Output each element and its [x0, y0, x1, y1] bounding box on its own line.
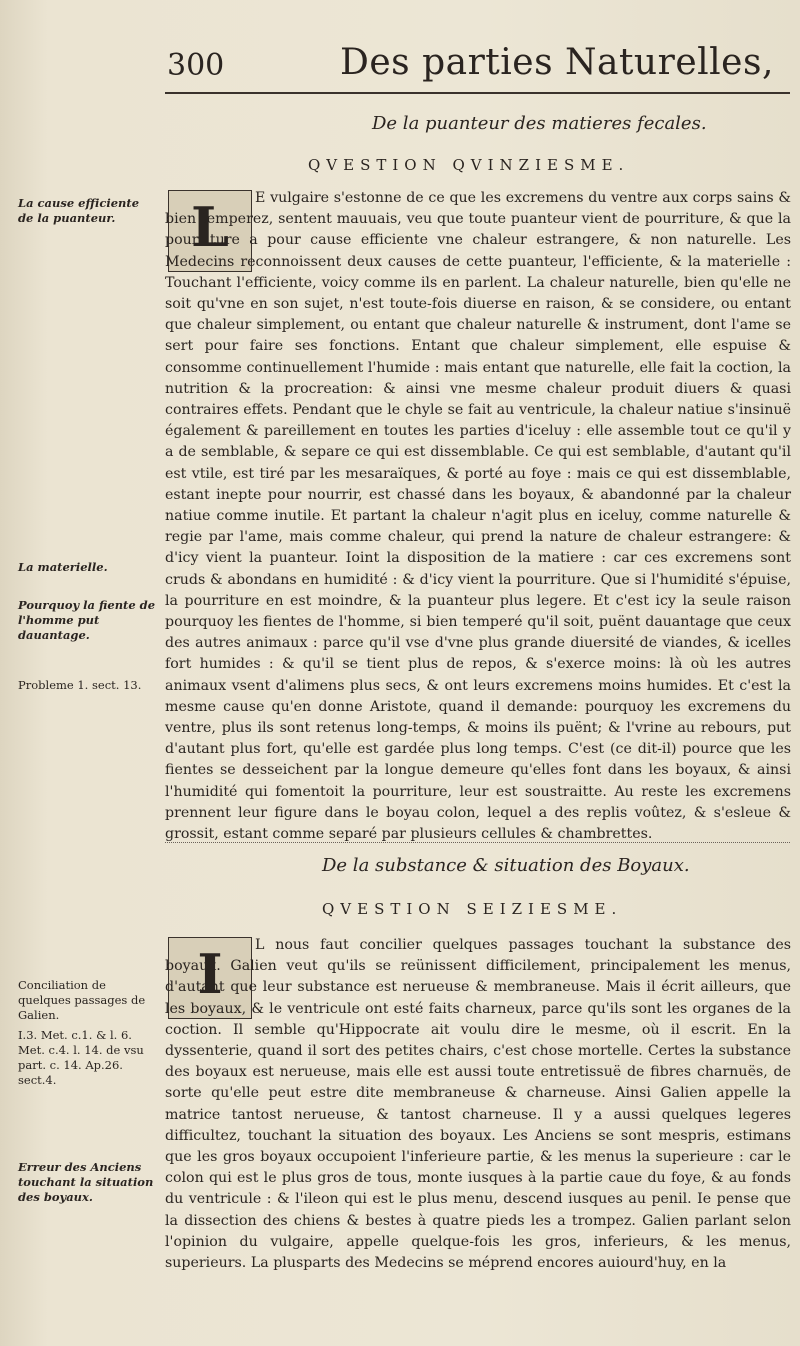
body-text-2: [165, 935, 791, 1333]
margin-note: La cause efficiente de la puanteur.: [18, 196, 140, 225]
margin-note: Probleme 1. sect. 13.: [18, 678, 142, 692]
margin-note: Conciliation de quelques passages de Galien.: [18, 978, 146, 1022]
initial-letter: I: [197, 942, 223, 1006]
margin-note: Pourquoy la fiente de l'homme put dauantage.: [18, 598, 156, 642]
question-heading-2: QVESTION SEIZIESME.: [322, 900, 623, 918]
running-title: Des parties Naturelles,: [340, 42, 774, 83]
section-title-2: De la substance & situation des Boyaux.: [322, 855, 690, 876]
page-number: 300: [167, 48, 225, 83]
margin-note: La materielle.: [18, 560, 108, 574]
section-title-1: De la puanteur des matieres fecales.: [372, 113, 707, 134]
paragraph: L nous faut concilier quelques passages touchant la substance des boyaux. Galien veut qu'ils se reünissent difficilement, principalement les menus, d'autant que leur substance est nerueuse & membraneuse. Mais il écrit ailleurs, que les boyaux, & le ventricule ont esté faits charneux, parce qu'ils sont les organes de la coction. Il semble qu'Hippocrate ait voulu dire le mesme, où il escrit. En la dyssenterie, quand il sort des petites chairs, c'est chose mortelle. Certes la substance des boyaux est nerueuse, mais elle est aussi toute entretissuë de fibres charnuës, de sorte qu'elle peut estre dite membraneuse & charneuse. Ainsi Galien appelle la matrice tantost nerueuse, & tantost charneuse. Il y a aussi quelques legeres difficultez, touchant la situation des boyaux. Les Anciens se sont mespris, estimans que les gros boyaux occupoient l'inferieure partie, & les menus la superieure : car le colon qui est le plus gros de tous, monte iusques à la partie caue du foye, & au fonds du ventricule : & l'ileon qui est le plus menu, descend iusques au penil. Ie pense que la dissection des chiens & bestes à quatre pieds les a trompez. Galien parlant selon l'opinion du vulgaire, appelle quelque-fois les gros, inferieurs, & les menus, superieurs. La plusparts des Medecins se méprend encores auiourd'huy, en la: [165, 937, 791, 1272]
margin-note: Erreur des Anciens touchant la situation des boyaux.: [18, 1160, 154, 1204]
paragraph: E vulgaire s'estonne de ce que les excremens du ventre aux corps sains & bien temperez, sentent mauuais, veu que toute puanteur vient de pourriture, & que la pourriture a pour cause efficiente vne chaleur estrangere, & non naturelle. Les Medecins reconnoissent deux causes de cette puanteur, l'efficiente, & la materielle : Touchant l'efficiente, voicy comme ils en parlent. La chaleur naturelle, bien qu'elle ne soit qu'vne en son sujet, n'est toute-fois diuerse en raison, & se considere, ou entant que chaleur simplement, ou entant que chaleur naturelle & instrument, dont l'ame se sert pour faire ses fonctions. Entant que chaleur simplement, elle espuise & consomme continuellement l'humide : mais entant que naturelle, elle fait la coction, la nutrition & la procreation: & ainsi vne mesme chaleur produit diuers & quasi contraires effets. Pendant que le chyle se fait au ventricule, la chaleur natiue s'insinuë également & pareillement en toutes les parties d'iceluy : elle assemble tout ce qu'il y a de semblable, & separe ce qui est dissemblable. Ce qui est semblable, d'autant qu'il est vtile, est tiré par les mesaraïques, & porté au foye : mais ce qui est dissemblable, estant inepte pour nourrir, est chassé dans les boyaux, & abandonné par la chaleur natiue comme inutile. Et partant la chaleur n'agit plus en iceluy, comme naturelle & regie par l'ame, mais comme chaleur, qui prend la nature de chaleur estrangere: & d'icy vient la puanteur. Ioint la disposition de la matiere : car ces excremens sont cruds & abondans en humidité : & d'icy vient la pourriture. Que si l'humidité s'épuise, la pourriture en est moindre, & la puanteur plus legere. Et c'est icy la seule raison pourquoy les fientes de l'homme, si bien temperé qu'il soit, puënt dauantage que ceux des autres animaux : parce qu'il vse d'vne plus grande diuersité de viandes, & icelles fort humides : & qu'il se tient plus de repos, & s'exerce moins: là où les autres animaux vsent d'alimens plus secs, & ont leurs excremens moins humides. Et c'est la mesme cause qu'en donne Aristote, quand il demande: pourquoy les excremens du ventre, plus ils sont retenus long-temps, & moins ils puënt; & l'vrine au rebours, put d'autant plus fort, qu'elle est gardée plus long temps. C'est (ce dit-il) pource que les fientes se desseichent par la longue demeure qu'elles font dans les boyaux, & ainsi l'humidité qui fomentoit la pourriture, leur est soustraitte. Au reste les excremens prennent leur figure dans le boyau colon, lequel a des replis voûtez, & s'esleue & grossit, estant comme separé par plusieurs cellules & chambrettes.: [165, 190, 791, 843]
question-heading-1: QVESTION QVINZIESME.: [308, 156, 630, 174]
header-rule: [165, 92, 790, 94]
separator: [165, 842, 790, 843]
initial-letter: L: [191, 195, 229, 259]
margin-note: I.3. Met. c.1. & l. 6. Met. c.4. l. 14. de vsu part. c. 14. Ap.26. sect.4.: [18, 1028, 144, 1087]
body-text-1: [165, 188, 791, 843]
